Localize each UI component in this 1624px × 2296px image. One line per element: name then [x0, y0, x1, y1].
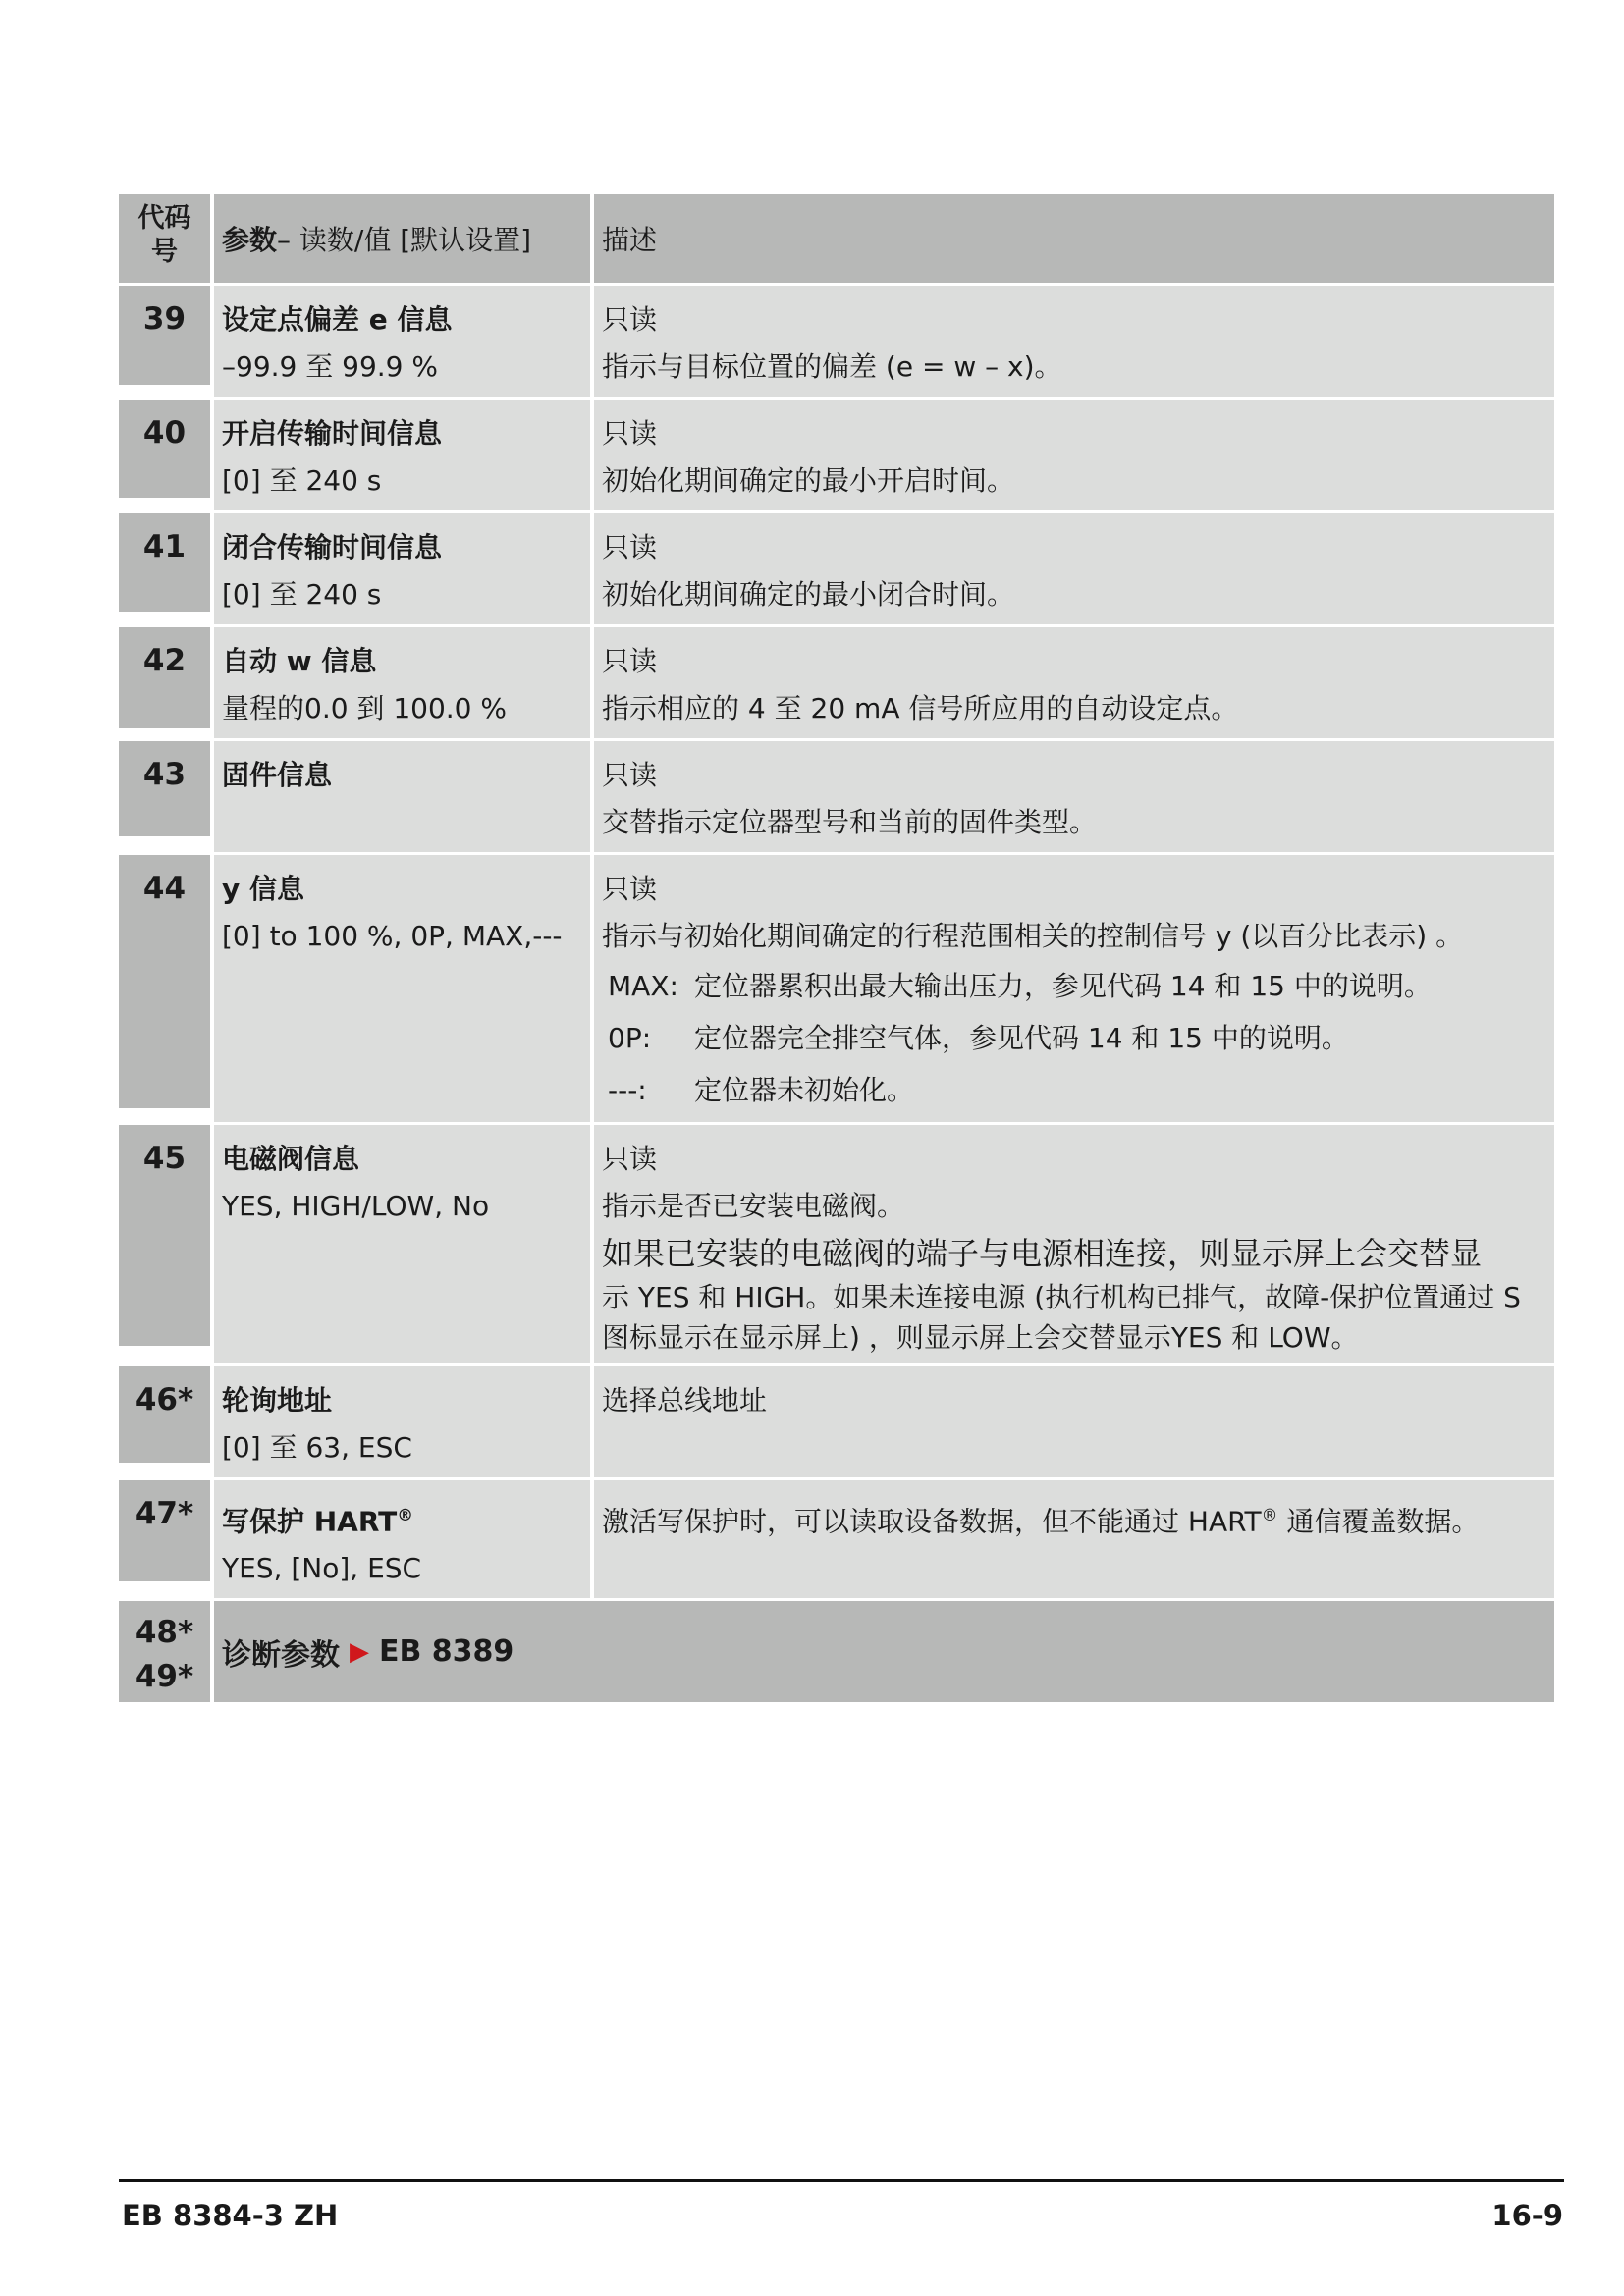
param-name: 设定点偏差 e 信息: [222, 303, 453, 336]
header-code-line: 号: [151, 236, 178, 267]
param-45: [214, 1125, 590, 1363]
parameter-table: [119, 194, 1564, 1702]
diag-label: 诊断参数: [222, 1637, 340, 1673]
desc-46: [594, 1366, 1554, 1477]
param-range: [0] 至 63, ESC: [222, 1431, 412, 1464]
doc-number: EB 8384-3 ZH: [122, 2199, 339, 2232]
desc-line: 指示与目标位置的偏差 (e = w – x)。: [602, 350, 1062, 383]
sub-value: 定位器完全排空气体，参见代码 14 和 15 中的说明。: [694, 1022, 1349, 1054]
code-39: 39: [119, 286, 210, 385]
header-parameter: [214, 194, 590, 283]
desc-line: 选择总线地址: [602, 1384, 768, 1416]
param-name: 固件信息: [222, 759, 333, 791]
param-name-text: 写保护 HART: [222, 1505, 398, 1538]
param-range: [0] 至 240 s: [222, 464, 382, 497]
sub-key: 0P:: [608, 1022, 652, 1054]
param-name: 电磁阀信息: [222, 1143, 360, 1175]
desc-emphasis-line: 如果已安装的电磁阀的端子与电源相连接，则显示屏上会交替显: [602, 1235, 1483, 1272]
desc-line: 只读: [602, 1143, 658, 1175]
param-range: [0] 至 240 s: [222, 578, 382, 611]
header-code: [119, 194, 210, 283]
param-name: [222, 1491, 582, 1545]
param-46: [214, 1366, 590, 1477]
desc-42: [594, 627, 1554, 738]
desc-43: [594, 741, 1554, 852]
desc-line: 只读: [602, 645, 658, 677]
param-47: [214, 1480, 590, 1598]
header-code-line: 代码: [137, 203, 191, 234]
code-41: 41: [119, 513, 210, 612]
desc-39: [594, 286, 1554, 397]
desc-line: 初始化期间确定的最小开启时间。: [602, 464, 1015, 497]
param-44: [214, 855, 590, 1122]
param-39: [214, 286, 590, 397]
header-param-bold: 参数: [222, 224, 278, 256]
param-range: [0] to 100 %, 0P, MAX,---: [222, 920, 563, 952]
param-range: YES, HIGH/LOW, No: [222, 1190, 490, 1222]
desc-line: 指示相应的 4 至 20 mA 信号所应用的自动设定点。: [602, 692, 1239, 724]
code-44: 44: [119, 855, 210, 1108]
desc-line: 只读: [602, 759, 658, 791]
code-45: 45: [119, 1125, 210, 1346]
param-name: 开启传输时间信息: [222, 417, 443, 450]
code-42: 42: [119, 627, 210, 728]
sub-item-max: [602, 960, 1546, 1012]
desc-line: 只读: [602, 531, 658, 563]
param-40: [214, 400, 590, 510]
param-41: [214, 513, 590, 624]
param-name: 自动 w 信息: [222, 645, 377, 677]
right-arrow-icon: ▶: [350, 1636, 369, 1667]
desc-text: 通信覆盖数据。: [1277, 1505, 1480, 1538]
desc-text: 激活写保护时，可以读取设备数据，但不能通过 HART: [602, 1505, 1262, 1538]
footer-divider: [119, 2179, 1564, 2182]
code-46: 46*: [119, 1366, 210, 1463]
desc-47: [594, 1480, 1554, 1598]
sub-key: MAX:: [608, 970, 678, 1002]
code-48-49: [119, 1601, 210, 1702]
desc-line: 初始化期间确定的最小闭合时间。: [602, 578, 1015, 611]
desc-line: 指示是否已安装电磁阀。: [602, 1190, 905, 1222]
header-desc-label: 描述: [602, 224, 658, 256]
sub-key: ---:: [608, 1074, 647, 1106]
page-number: 16-9: [1491, 2199, 1563, 2232]
desc-line: 图标显示在显示屏上) ，则显示屏上会交替显示YES 和 LOW。: [602, 1321, 1359, 1354]
sub-value: 定位器未初始化。: [694, 1074, 915, 1106]
param-range: 量程的0.0 到 100.0 %: [222, 692, 507, 724]
desc-line: 指示与初始化期间确定的行程范围相关的控制信号 y (以百分比表示) 。: [602, 920, 1464, 952]
sub-item-0p: [602, 1012, 1546, 1064]
diag-ref-link[interactable]: EB 8389: [379, 1634, 514, 1670]
param-name: 轮询地址: [222, 1384, 333, 1416]
code-48: 48*: [135, 1615, 194, 1651]
registered-mark: ®: [1261, 1505, 1278, 1524]
desc-line: 示 YES 和 HIGH。如果未连接电源 (执行机构已排气，故障-保护位置通过 S: [602, 1281, 1521, 1313]
sub-item-dashes: [602, 1064, 1546, 1116]
code-47: 47*: [119, 1480, 210, 1581]
code-43: 43: [119, 741, 210, 836]
desc-line: 只读: [602, 303, 658, 336]
param-range: –99.9 至 99.9 %: [222, 350, 438, 383]
desc-40: [594, 400, 1554, 510]
diagnostic-parameter-ref: [214, 1601, 1554, 1702]
desc-line: 只读: [602, 417, 658, 450]
desc-45: [594, 1125, 1554, 1363]
code-49: 49*: [135, 1659, 194, 1695]
registered-mark: ®: [397, 1505, 414, 1524]
desc-line: 交替指示定位器型号和当前的固件类型。: [602, 806, 1098, 838]
desc-line: [602, 1491, 1546, 1545]
code-40: 40: [119, 400, 210, 498]
param-range: YES, [No], ESC: [222, 1552, 422, 1585]
param-43: [214, 741, 590, 852]
param-42: [214, 627, 590, 738]
header-param-rest: – 读数/值 [默认设置]: [277, 224, 532, 256]
param-name: y 信息: [222, 873, 305, 905]
desc-41: [594, 513, 1554, 624]
header-description: [594, 194, 1554, 283]
param-name: 闭合传输时间信息: [222, 531, 443, 563]
desc-line: 只读: [602, 873, 658, 905]
sub-value: 定位器累积出最大输出压力，参见代码 14 和 15 中的说明。: [694, 970, 1432, 1002]
desc-44: [594, 855, 1554, 1122]
